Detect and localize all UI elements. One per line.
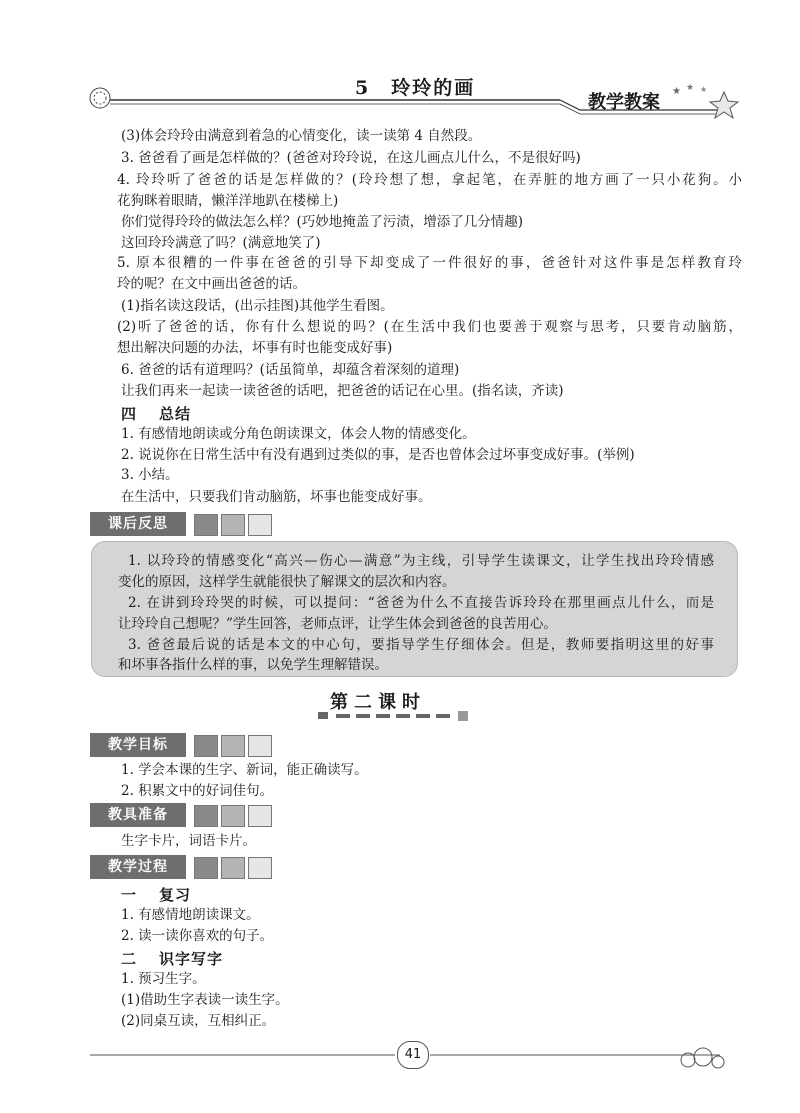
header-decoration (0, 0, 800, 120)
tag-square (248, 514, 272, 536)
section-title: 总结 (159, 405, 192, 423)
text-line: 玲的呢？在文中画出爸爸的话。 (117, 276, 306, 292)
tag-square (194, 514, 218, 536)
tag-square (221, 857, 245, 879)
text-line: 2. 在讲到玲玲哭的时候，可以提问：“爸爸为什么不直接告诉玲玲在那里画点儿什么，而是 (128, 595, 714, 611)
section-heading-review (121, 884, 191, 905)
svg-text:★: ★ (686, 83, 695, 93)
text-line: (3)体会玲玲由满意到着急的心情变化，读一读第 4 自然段。 (121, 128, 482, 144)
text-line: 让玲玲自己想呢？”学生回答，老师点评，让学生体会到爸爸的良苦用心。 (118, 616, 557, 632)
text-line: 让我们再来一起读一读爸爸的话吧，把爸爸的话记在心里。(指名读，齐读) (121, 383, 564, 399)
lesson-title: 5 玲玲的画 (355, 77, 476, 99)
text-line: 5. 原本很糟的一件事在爸爸的引导下却变成了一件很好的事，爸爸针对这件事是怎样教育玲 (117, 255, 742, 271)
tag-label: 教具准备 (90, 803, 186, 827)
text-line: 3. 爸爸看了画是怎样做的？(爸爸对玲玲说，在这儿画点儿什么，不是很好吗) (121, 150, 581, 166)
text-line: 在生活中，只要我们肯动脑筋，坏事也能变成好事。 (121, 489, 432, 505)
text-line: 变化的原因，这样学生就能很快了解课文的层次和内容。 (118, 574, 456, 590)
tag-label: 教学过程 (90, 855, 186, 879)
tag-square (194, 805, 218, 827)
tag-label: 课后反思 (90, 512, 186, 536)
text-line: 你们觉得玲玲的做法怎么样？(巧妙地掩盖了污渍，增添了几分情趣) (121, 214, 524, 230)
text-line: 想出解决问题的办法，坏事有时也能变成好事) (117, 340, 393, 356)
svg-text:★: ★ (672, 86, 681, 97)
text-line: 3. 小结。 (121, 467, 179, 483)
text-line: 1. 有感情地朗读或分角色朗读课文，体会人物的情感变化。 (121, 426, 476, 442)
section-heading-summary (121, 403, 191, 424)
reflection-box (91, 541, 738, 677)
tag-square (221, 514, 245, 536)
section-number: 四 (121, 405, 138, 423)
section-title: 识字写字 (159, 950, 224, 968)
tag-label: 教学目标 (90, 733, 186, 757)
text-line: 1. 预习生字。 (121, 971, 206, 987)
text-line: 3. 爸爸最后说的话是本文的中心句，要指导学生仔细体会。但是，教师要指明这里的好事 (128, 637, 714, 653)
text-line: 和坏事各指什么样的事，以免学生理解错误。 (118, 657, 388, 673)
text-line: 2. 说说你在日常生活中有没有遇到过类似的事，是否也曾体会过坏事变成好事。(举例) (121, 447, 635, 463)
series-title: 教学教案 (588, 92, 660, 113)
text-line: 2. 积累文中的好词佳句。 (121, 783, 274, 799)
section-number: 一 (121, 886, 138, 904)
section-title: 复习 (159, 886, 192, 904)
title-underline-decoration (318, 709, 478, 723)
text-line: (2)听了爸爸的话，你有什么想说的吗？(在生活中我们也要善于观察与思考，只要肯动脑筋， (117, 319, 742, 335)
section-number: 二 (121, 950, 138, 968)
text-line: (1)指名读这段话，(出示挂图)其他学生看图。 (121, 298, 394, 314)
text-line: 1. 有感情地朗读课文。 (121, 907, 260, 923)
text-line: 花狗眯着眼睛，懒洋洋地趴在楼梯上) (117, 193, 339, 209)
text-line: (2)同桌互读，互相纠正。 (121, 1013, 276, 1029)
text-line: 2. 读一读你喜欢的句子。 (121, 928, 274, 944)
page-number: 41 (397, 1041, 429, 1069)
tag-square (221, 805, 245, 827)
tag-square (221, 735, 245, 757)
tag-square (248, 857, 272, 879)
svg-text:★: ★ (700, 85, 708, 94)
tag-square (248, 735, 272, 757)
text-line: 6. 爸爸的话有道理吗？(话虽简单，却蕴含着深刻的道理) (121, 362, 460, 378)
text-line: 生字卡片，词语卡片。 (121, 833, 256, 849)
second-period-title: 第二课时 (330, 692, 426, 713)
text-line: 4. 玲玲听了爸爸的话是怎样做的？(玲玲想了想，拿起笔，在弄脏的地方画了一只小花狗。小 (117, 172, 742, 188)
section-heading-literacy (121, 948, 223, 969)
text-line: 1. 以玲玲的情感变化“高兴—伤心—满意”为主线，引导学生读课文，让学生找出玲玲情感 (128, 553, 714, 569)
text-line: (1)借助生字表读一读生字。 (121, 992, 289, 1008)
text-line: 这回玲玲满意了吗？(满意地笑了) (121, 235, 321, 251)
text-line: 1. 学会本课的生字、新词，能正确读写。 (121, 762, 368, 778)
tag-square (194, 857, 218, 879)
page-header (0, 0, 800, 120)
tag-square (194, 735, 218, 757)
tag-square (248, 805, 272, 827)
